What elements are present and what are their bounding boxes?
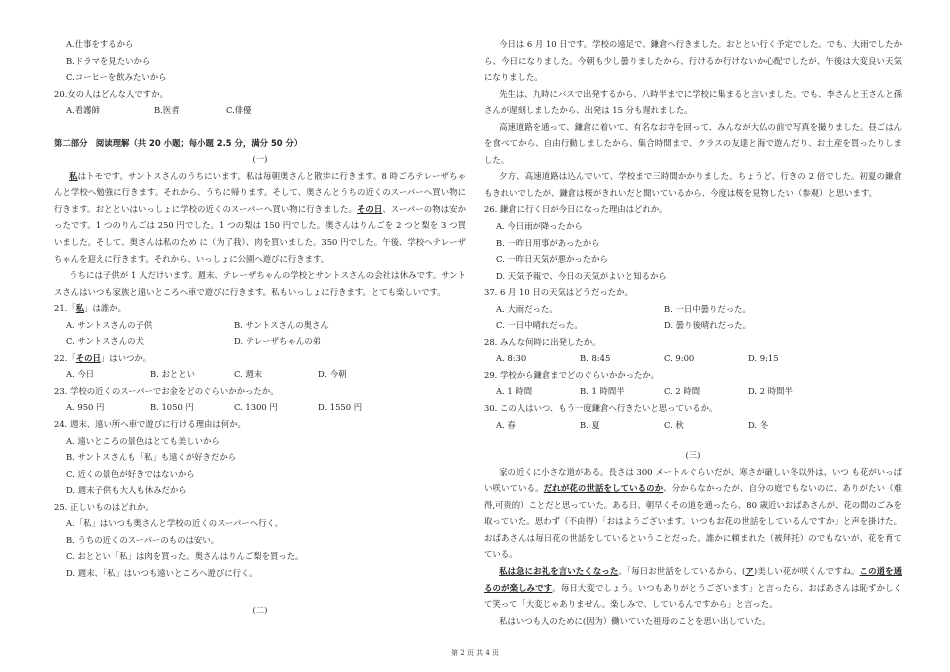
- option: A. 春: [496, 419, 516, 430]
- option: A. 今日: [66, 369, 95, 380]
- option: D. 週末子供も大人も休みだから: [66, 485, 187, 496]
- option: A. 今日雨が降ったから: [496, 221, 583, 232]
- question-29-stem: 29. 学校から鎌倉までどのぐらいかかったか。: [484, 369, 660, 380]
- option: C. 9:00: [664, 353, 695, 364]
- blank-a: ア: [745, 565, 754, 576]
- option: B. うちの近くのスーパーのものは安い。: [66, 534, 220, 545]
- option: A. 950 円: [66, 402, 105, 413]
- option: C. 1300 円: [234, 402, 278, 413]
- question-28-stem: 28. みんな何時に出発したか。: [484, 336, 601, 347]
- option: B. 1050 円: [150, 402, 194, 413]
- option: A. 大雨だった。: [496, 303, 558, 314]
- question-30-options: [484, 417, 902, 434]
- passage-2-paragraph-4: 夕方、高速道路は込んでいて、学校まで三時間かかりました。ちょうど、行きの 2 倍でした。初夏の鎌倉もきれいでしたが、鎌倉は桜がきれいだと聞いているから、今度は桜を見物したい（参观）と思います。: [484, 171, 902, 198]
- option: C. 一日中晴れだった。: [496, 320, 583, 331]
- passage-2-label: (二): [252, 604, 268, 615]
- option: C. 秋: [664, 419, 684, 430]
- passage-1-label: (一): [252, 154, 268, 165]
- passage-1-paragraph-2: うちには子供が 1 人だけいます。週末、テレーザちゃんの学校とサントスさんの会社は休みです。サントスさんはいつも家族と遠いところへ車で遊びに行きます。私もいっしょに行きます。とても楽しいです。: [54, 270, 466, 297]
- option: B. サントスさんの奥さん: [234, 319, 329, 330]
- question-26-stem: 26. 鎌倉に行く日が今日になった理由はどれか。: [484, 204, 668, 215]
- passage-3-paragraph-1: 家の近くに小さな道がある。長さは 300 メートルぐらいだが、寒さが厳しい冬以外は、いつ も花がいっぱい咲いている。だれが花の世話をしているのか、分からなかったが、自分の庭でもないのに、ありがたい（难得,可贵的）ことだと思っていた。ある日、朝早くその道を通ったら、80 歳近いおばあさんが、花の間のごみを取っていた。思わず（不由得）「おはようございます。いつもお花の世話をしているんですか」と声を掛けた。おばあさんは毎日花の世話をしているということだった。誰かに頼まれた（被拜托）のでもないが、花を育てている。: [484, 466, 903, 560]
- option: C.俳優: [226, 105, 252, 116]
- key-sentence-2: 私は急にお礼を言いたくなった: [499, 565, 619, 576]
- option: B. 1 時間半: [580, 386, 625, 397]
- option-line: A.仕事をするから: [66, 39, 134, 49]
- option-line: B.ドラマを見たいから: [66, 55, 151, 66]
- passage-3-paragraph-2: 私は急にお礼を言いたくなった。「毎日お世話をしているから、(ア)美しい花が咲くんですね。この道を通るのが楽しみです。毎日大変でしょう。いつもありがとうございます」と言ったら、おばあさんは恥ずかしくて笑って「大変じゃありません。楽しみで、しているんですから」と言った。: [484, 565, 903, 610]
- question-21-options-row1: [54, 317, 466, 334]
- option: B. 一日中曇りだった。: [664, 303, 751, 314]
- option: D. 週末、「私」はいつも遠いところへ遊びに行く。: [66, 567, 258, 578]
- option: B. 一昨日用事があったから: [496, 237, 600, 248]
- passage-3-paragraph-3: 私はいつも人のために(因为）働いていた祖母のことを思い出していた。: [499, 615, 771, 626]
- key-sentence-1: だれが花の世話をしているのか: [543, 483, 664, 494]
- option: D. 1550 円: [318, 402, 363, 413]
- passage-2-paragraph-2: 先生は、九時にバスで出発するから、八時半までに学校に集まると言いました。でも、李さんと王さんと孫さんが遅刻しましたから、出発は 15 分も遅れました。: [484, 88, 902, 116]
- option: B. サントスさんも「私」も遠くが好きだから: [66, 452, 237, 463]
- option: D. 曇り後晴れだった。: [664, 320, 752, 331]
- option: A.看護師: [66, 105, 100, 116]
- option: A. 8:30: [496, 353, 527, 364]
- option: B. 8:45: [580, 353, 611, 364]
- option: B. おととい: [150, 369, 195, 380]
- question-24-stem: 24. 週末、遠い所へ車で遊びに行ける理由は何か。: [54, 419, 246, 430]
- option: D. テレーザちゃんの弟: [234, 336, 321, 347]
- question-21-stem: 21.「私」は誰か。: [54, 303, 126, 314]
- passage-2-paragraph-3: 高速道路を通って、鎌倉に着いて、有名なお寺を回って、みんなが大仏の前で写真を撮りました。昼ごはんを食べてから、自由行動しましたから、集合時間まで、クラスの友達と海で遊んだり、お土産を買ったりしました。: [484, 121, 902, 165]
- question-20-options: [54, 102, 466, 119]
- spacer: [484, 433, 902, 447]
- right-column: [484, 36, 902, 629]
- option: C. サントスさんの犬: [66, 336, 144, 347]
- question-22-options: [54, 366, 466, 383]
- passage-1-paragraph-1: 私はトモです。サントスさんのうちにいます。私は毎朝奥さんと散歩に行きます。8 時ごろテレーザちゃんと学校へ勉強に行きます。それから、うちに帰ります。そして、奥さんとうちの近くのスーパーへ買い物に行きます。おとといはいっしょに学校の近くのスーパーへ買い物に行きました。その日、スーパーの物は安かったです。1 つのりんごは 250 円でした。1 つの梨は 150 円でした。奥さんはりんごを 2 つと梨を 3 つ買いました。そして、奥さんは私のため に（为了我）、肉を買いました。350 円でした。午後、学校へテレーザちゃんを迎えに行きます。それから、いっしょに公園へ遊びに行きます。: [54, 170, 466, 264]
- section-heading: 第二部分 阅读理解（共 20 小题；每小题 2.5 分，满分 50 分）: [54, 137, 303, 148]
- page-footer: 第 2 页 共 4 页: [450, 649, 500, 657]
- question-22-stem: 22.「その日」はいつか。: [54, 352, 152, 363]
- key-word-sonohi: その日: [356, 203, 383, 214]
- question-29-options: [484, 383, 902, 400]
- question-37-stem: 37. 6 月 10 日の天気はどうだったか。: [484, 287, 633, 298]
- option: D. 天気予報で、今日の天気がよいと知るから: [496, 270, 667, 281]
- option: C. 2 時間: [664, 386, 701, 397]
- spacer: [54, 119, 466, 135]
- option: C. 一昨日天気が悪かったから: [496, 254, 608, 265]
- option: B. 夏: [580, 419, 600, 430]
- key-sentence-3: この道を通るのが楽しみです: [484, 565, 902, 593]
- option: D. 冬: [748, 419, 769, 430]
- option: D. 今朝: [318, 369, 347, 380]
- option: A.「私」はいつも奥さんと学校の近くのスーパーへ行く。: [66, 518, 284, 529]
- key-word-watashi: 私: [69, 170, 78, 181]
- option: C. おととい「私」は肉を買った。奥さんはりんご梨を買った。: [66, 551, 304, 562]
- question-25-stem: 25. 正しいものはどれか。: [54, 501, 154, 512]
- option: C. 近くの景色が好きではないから: [66, 468, 195, 479]
- passage-3-label: (三): [685, 450, 701, 461]
- question-20-stem: 20.女の人はどんな人ですか。: [54, 88, 168, 99]
- option: D. 9:15: [748, 353, 779, 364]
- question-21-options-row2: [54, 333, 466, 350]
- question-30-stem: 30. この人はいつ、もう一度鎌倉へ行きたいと思っているか。: [484, 403, 718, 414]
- option: A. 遠いところの景色はとても美しいから: [66, 435, 220, 446]
- question-23-stem: 23. 学校の近くのスーパーでお金をどのぐらいかかったか。: [54, 385, 279, 396]
- option: A. 1 時間: [496, 386, 533, 397]
- spacer: [54, 582, 466, 602]
- option: A. サントスさんの子供: [66, 319, 153, 330]
- question-23-options: [54, 399, 466, 416]
- passage-2-paragraph-1: 今日は 6 月 10 日です。学校の遠足で、鎌倉へ行きました。おととい行く予定でした。でも、大雨でしたから、今日になりました。今朝も少し曇りましたから、行けるか行けないか心配でしたが、午後は大変良い天気になりました。: [484, 39, 902, 83]
- question-28-options: [484, 350, 902, 367]
- question-37-options-row1: [484, 301, 902, 318]
- option: D. 2 時間半: [748, 386, 793, 397]
- option: C. 週末: [234, 369, 263, 380]
- option-line: C.コーヒーを飲みたいから: [66, 72, 167, 83]
- question-37-options-row2: [484, 317, 902, 334]
- left-column: [54, 36, 466, 618]
- option: B.医者: [154, 105, 180, 116]
